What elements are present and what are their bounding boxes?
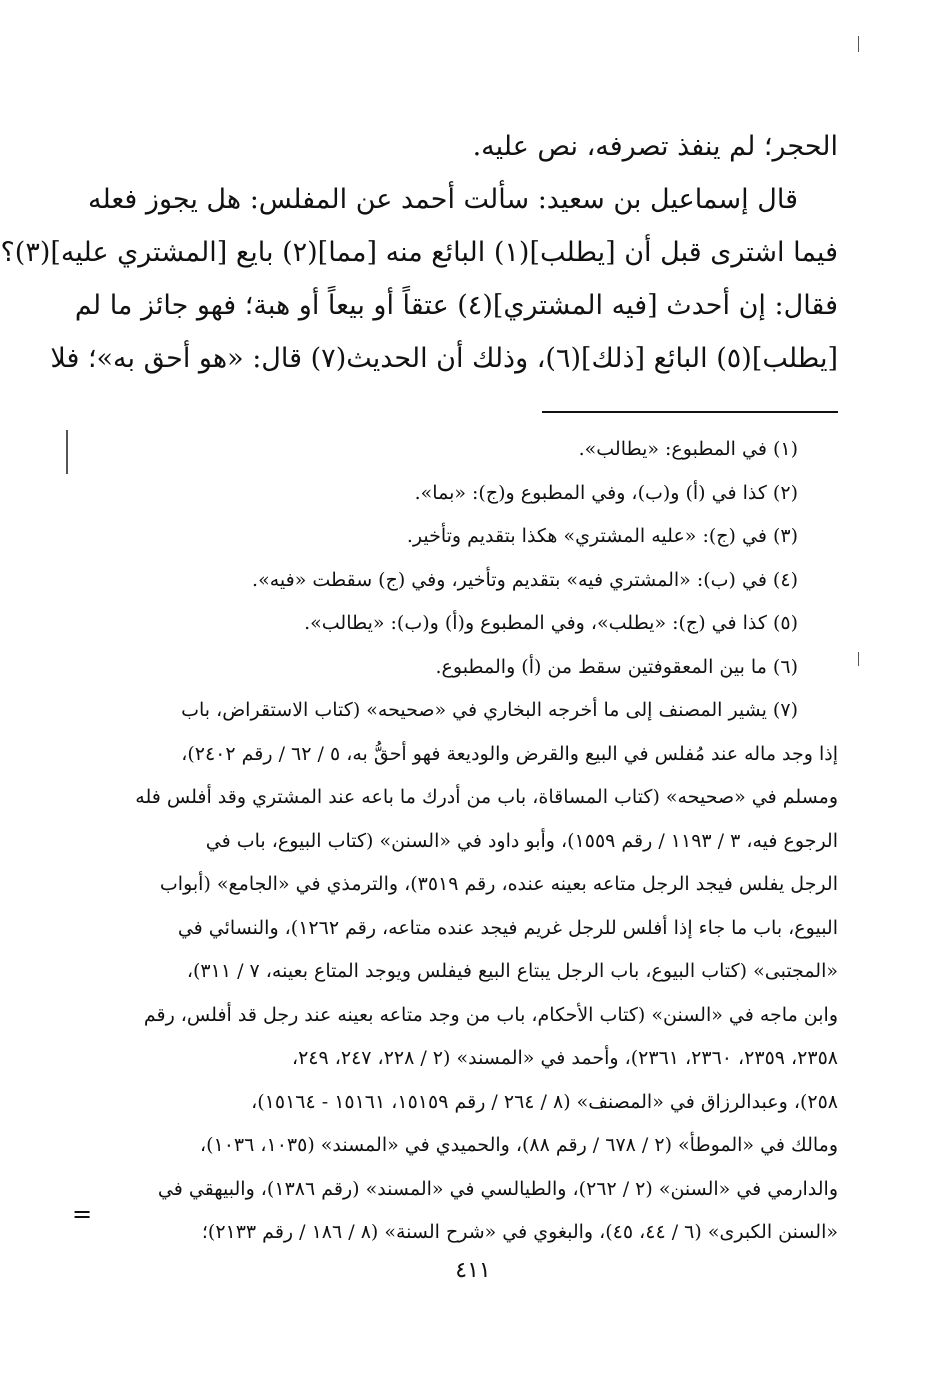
- page-number: ٤١١: [455, 1258, 491, 1283]
- footnote-7-line-8: وابن ماجه في «السنن» (كتاب الأحكام، باب من وجد متاعه بعينه عند رجل قد أفلس، رقم: [143, 1003, 838, 1026]
- footnote-7-line-12: والدارمي في «السنن» (٢ / ٢٦٢)، والطيالسي في «المسند» (رقم ١٣٨٦)، والبيهقي في: [157, 1177, 838, 1200]
- footnote-4: (٤) في (ب): «المشتري فيه» بتقديم وتأخير، وفي (ج) سقطت «فيه».: [252, 568, 798, 591]
- footnotes-block: [108, 428, 838, 1255]
- footnote-7-line-13: «السنن الكبرى» (٦ / ٤٤، ٤٥)، والبغوي في «شرح السنة» (٨ / ١٨٦ / رقم ٢١٣٣)؛: [201, 1221, 838, 1243]
- footnote-7-line-2: إذا وجد ماله عند مُفلس في البيع والقرض والوديعة فهو أحقُّ به، ٥ / ٦٢ / رقم ٢٤٠٢)،: [181, 742, 838, 765]
- footnote-divider: [542, 411, 838, 413]
- main-text-block: [0, 120, 838, 385]
- footnote-7-line-5: الرجل يفلس فيجد الرجل متاعه بعينه عنده، رقم ٣٥١٩)، والترمذي في «الجامع» (أبواب: [159, 873, 838, 895]
- footnote-7-line-10: ٢٥٨)، وعبدالرزاق في «المصنف» (٨ / ٢٦٤ / رقم ١٥١٥٩، ١٥١٦١ - ١٥١٦٤)،: [251, 1090, 838, 1113]
- footnote-7-line-1: (٧) يشير المصنف إلى ما أخرجه البخاري في «صحيحه» (كتاب الاستقراض، باب: [181, 699, 798, 721]
- footnote-7-line-4: الرجوع فيه، ٣ / ١١٩٣ / رقم ١٥٥٩)، وأبو داود في «السنن» (كتاب البيوع، باب في: [205, 829, 838, 852]
- right-margin-mark-middle: [858, 652, 859, 666]
- footnote-3: (٣) في (ج): «عليه المشتري» هكذا بتقديم وتأخير.: [406, 525, 798, 547]
- footnote-5: (٥) كذا في (ج): «يطلب»، وفي المطبوع و(أ) و(ب): «يطالب».: [304, 612, 798, 634]
- footnote-7-line-6: البيوع، باب ما جاء إذا أفلس للرجل غريم فيجد عنده متاعه، رقم ١٢٦٢)، والنسائي في: [177, 916, 838, 939]
- footnote-2: (٢) كذا في (أ) و(ب)، وفي المطبوع و(ج): «بما».: [414, 481, 798, 504]
- main-text-line-5: [يطلب](٥) البائع [ذلك](٦)، وذلك أن الحديث(٧) قال: «هو أحق به»؛ فلا: [50, 343, 838, 374]
- footnote-1: (١) في المطبوع: «يطالب».: [578, 438, 798, 460]
- footnote-7-line-11: ومالك في «الموطأ» (٢ / ٦٧٨ / رقم ٨٨)، والحميدي في «المسند» (١٠٣٥، ١٠٣٦)،: [199, 1134, 838, 1156]
- footnote-7-line-7: «المجتبى» (كتاب البيوع، باب الرجل يبتاع البيع فيفلس ويوجد المتاع بعينه، ٧ / ٣١١)،: [186, 960, 838, 982]
- main-text-line-4: فقال: إن أحدث [فيه المشتري](٤) عتقاً أو بيعاً أو هبة؛ فهو جائز ما لم: [74, 290, 838, 321]
- left-margin-mark: [66, 430, 68, 474]
- footnote-6: (٦) ما بين المعقوفتين سقط من (أ) والمطبوع.: [435, 655, 798, 678]
- main-text-line-1: الحجر؛ لم ينفذ تصرفه، نص عليه.: [472, 131, 838, 162]
- right-margin-mark-top: [858, 36, 859, 52]
- main-text-line-3: فيما اشترى قبل أن [يطلب](١) البائع منه [مما](٢) بايع [المشتري عليه](٣)؟: [0, 237, 838, 268]
- footnote-7-line-9: ٢٣٥٨، ٢٣٥٩، ٢٣٦٠، ٢٣٦١)، وأحمد في «المسند» (٢ / ٢٢٨، ٢٤٧، ٢٤٩،: [291, 1047, 838, 1069]
- continuation-mark: =: [72, 1200, 93, 1228]
- main-text-line-2: قال إسماعيل بن سعيد: سألت أحمد عن المفلس: هل يجوز فعله: [87, 184, 798, 215]
- footnote-7-line-3: ومسلم في «صحيحه» (كتاب المساقاة، باب من أدرك ما باعه عند المشتري وقد أفلس فله: [135, 786, 838, 808]
